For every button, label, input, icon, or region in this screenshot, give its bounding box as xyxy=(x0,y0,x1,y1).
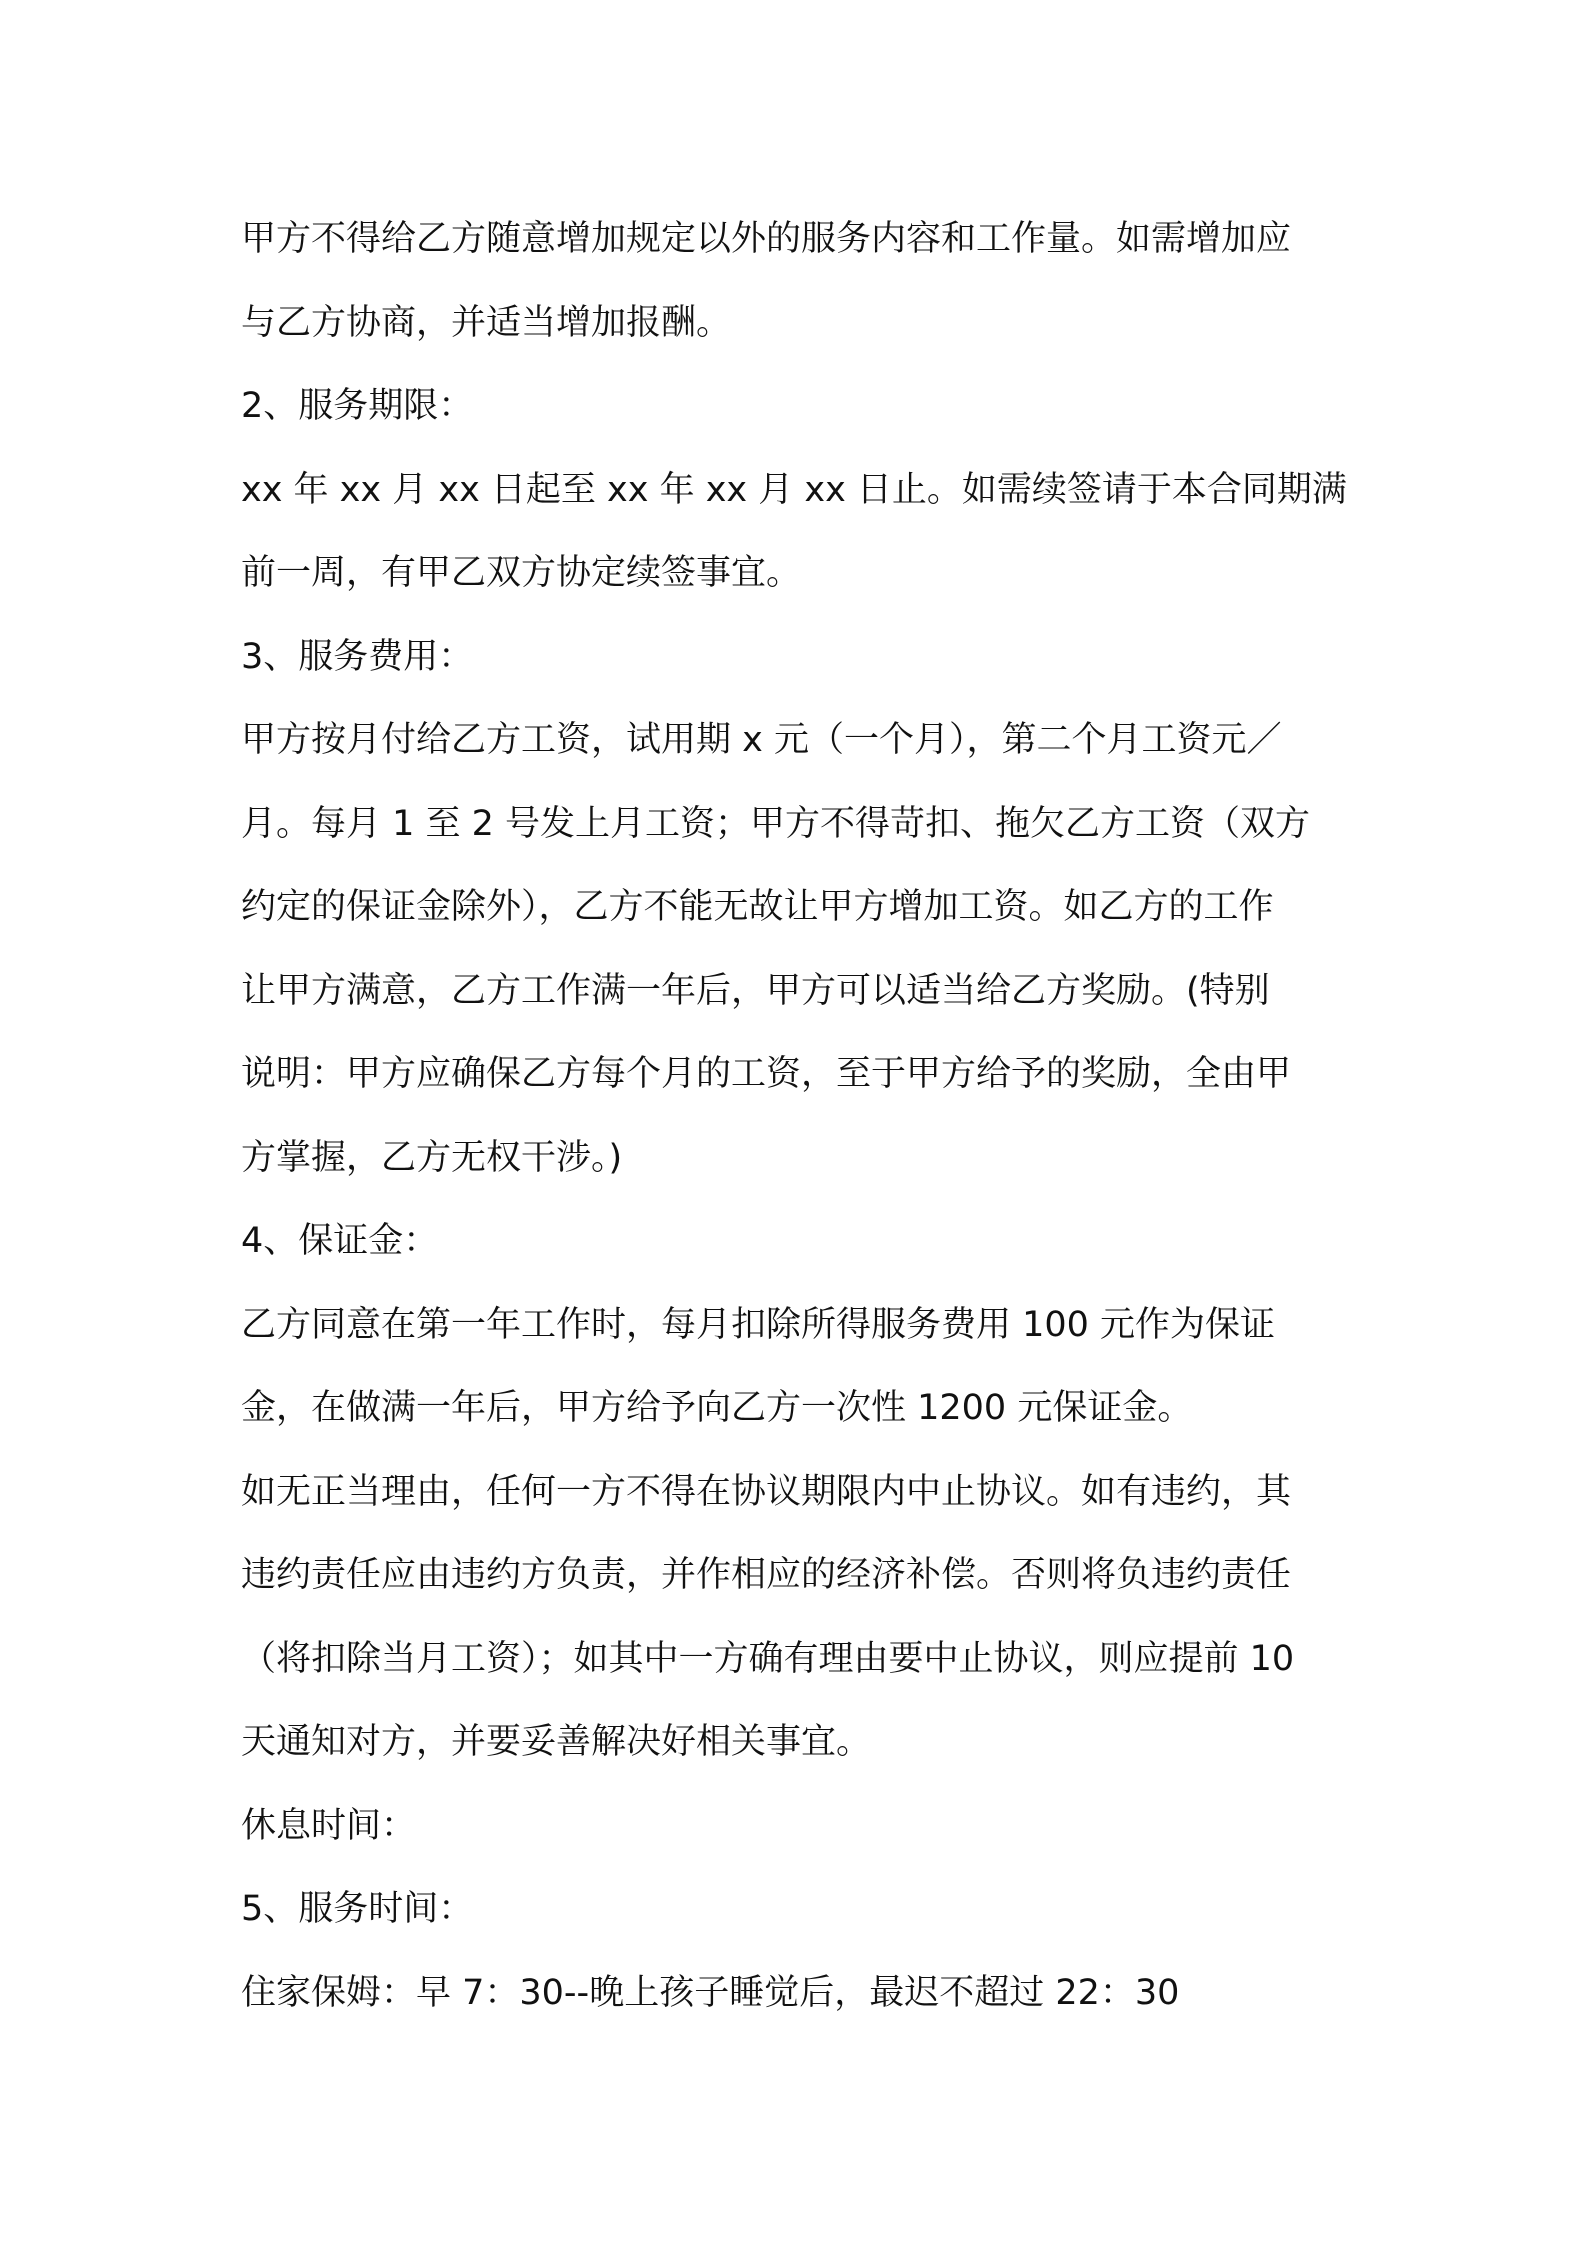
paragraph-line: 金，在做满一年后，甲方给予向乙方一次性 1200 元保证金。 xyxy=(241,1388,1193,1428)
paragraph-line: 月。每月 1 至 2 号发上月工资；甲方不得苛扣、拖欠乙方工资（双方 xyxy=(241,803,1311,844)
section-heading-service-fee: 3、服务费用： xyxy=(241,636,474,677)
paragraph-line: 前一周，有甲乙双方协定续签事宜。 xyxy=(241,553,802,593)
paragraph-line: 如无正当理由，任何一方不得在协议期限内中止协议。如有违约，其 xyxy=(241,1471,1292,1512)
paragraph-line: 住家保姆：早 7：30--晚上孩子睡觉后，最迟不超过 22：30 xyxy=(241,1972,1180,2013)
paragraph-line: 与乙方协商，并适当增加报酬。 xyxy=(241,302,732,343)
document-body xyxy=(241,198,1361,2035)
section-heading-service-period: 2、服务期限： xyxy=(241,386,474,426)
paragraph-line: 违约责任应由违约方负责，并作相应的经济补偿。否则将负违约责任 xyxy=(241,1555,1292,1595)
section-heading-service-time: 5、服务时间： xyxy=(241,1889,474,1929)
paragraph-line: （将扣除当月工资）；如其中一方确有理由要中止协议，则应提前 10 xyxy=(241,1638,1295,1679)
paragraph-line: 方掌握，乙方无权干涉。) xyxy=(241,1137,623,1178)
paragraph-line: 乙方同意在第一年工作时，每月扣除所得服务费用 100 元作为保证 xyxy=(241,1304,1276,1345)
paragraph-line: xx 年 xx 月 xx 日起至 xx 年 xx 月 xx 日止。如需续签请于本合同期满 xyxy=(241,469,1347,510)
paragraph-line: 让甲方满意，乙方工作满一年后，甲方可以适当给乙方奖励。(特别 xyxy=(241,970,1270,1011)
paragraph-line: 约定的保证金除外），乙方不能无故让甲方增加工资。如乙方的工作 xyxy=(241,887,1274,927)
paragraph-line: 说明：甲方应确保乙方每个月的工资，至于甲方给予的奖励，全由甲 xyxy=(241,1054,1292,1094)
section-heading-rest-time: 休息时间： xyxy=(241,1805,417,1846)
paragraph-line: 天通知对方，并要妥善解决好相关事宜。 xyxy=(241,1722,872,1762)
paragraph-line: 甲方不得给乙方随意增加规定以外的服务内容和工作量。如需增加应 xyxy=(241,219,1292,259)
section-heading-deposit: 4、保证金： xyxy=(241,1221,439,1261)
paragraph-line: 甲方按月付给乙方工资，试用期 x 元（一个月），第二个月工资元／ xyxy=(241,720,1282,760)
